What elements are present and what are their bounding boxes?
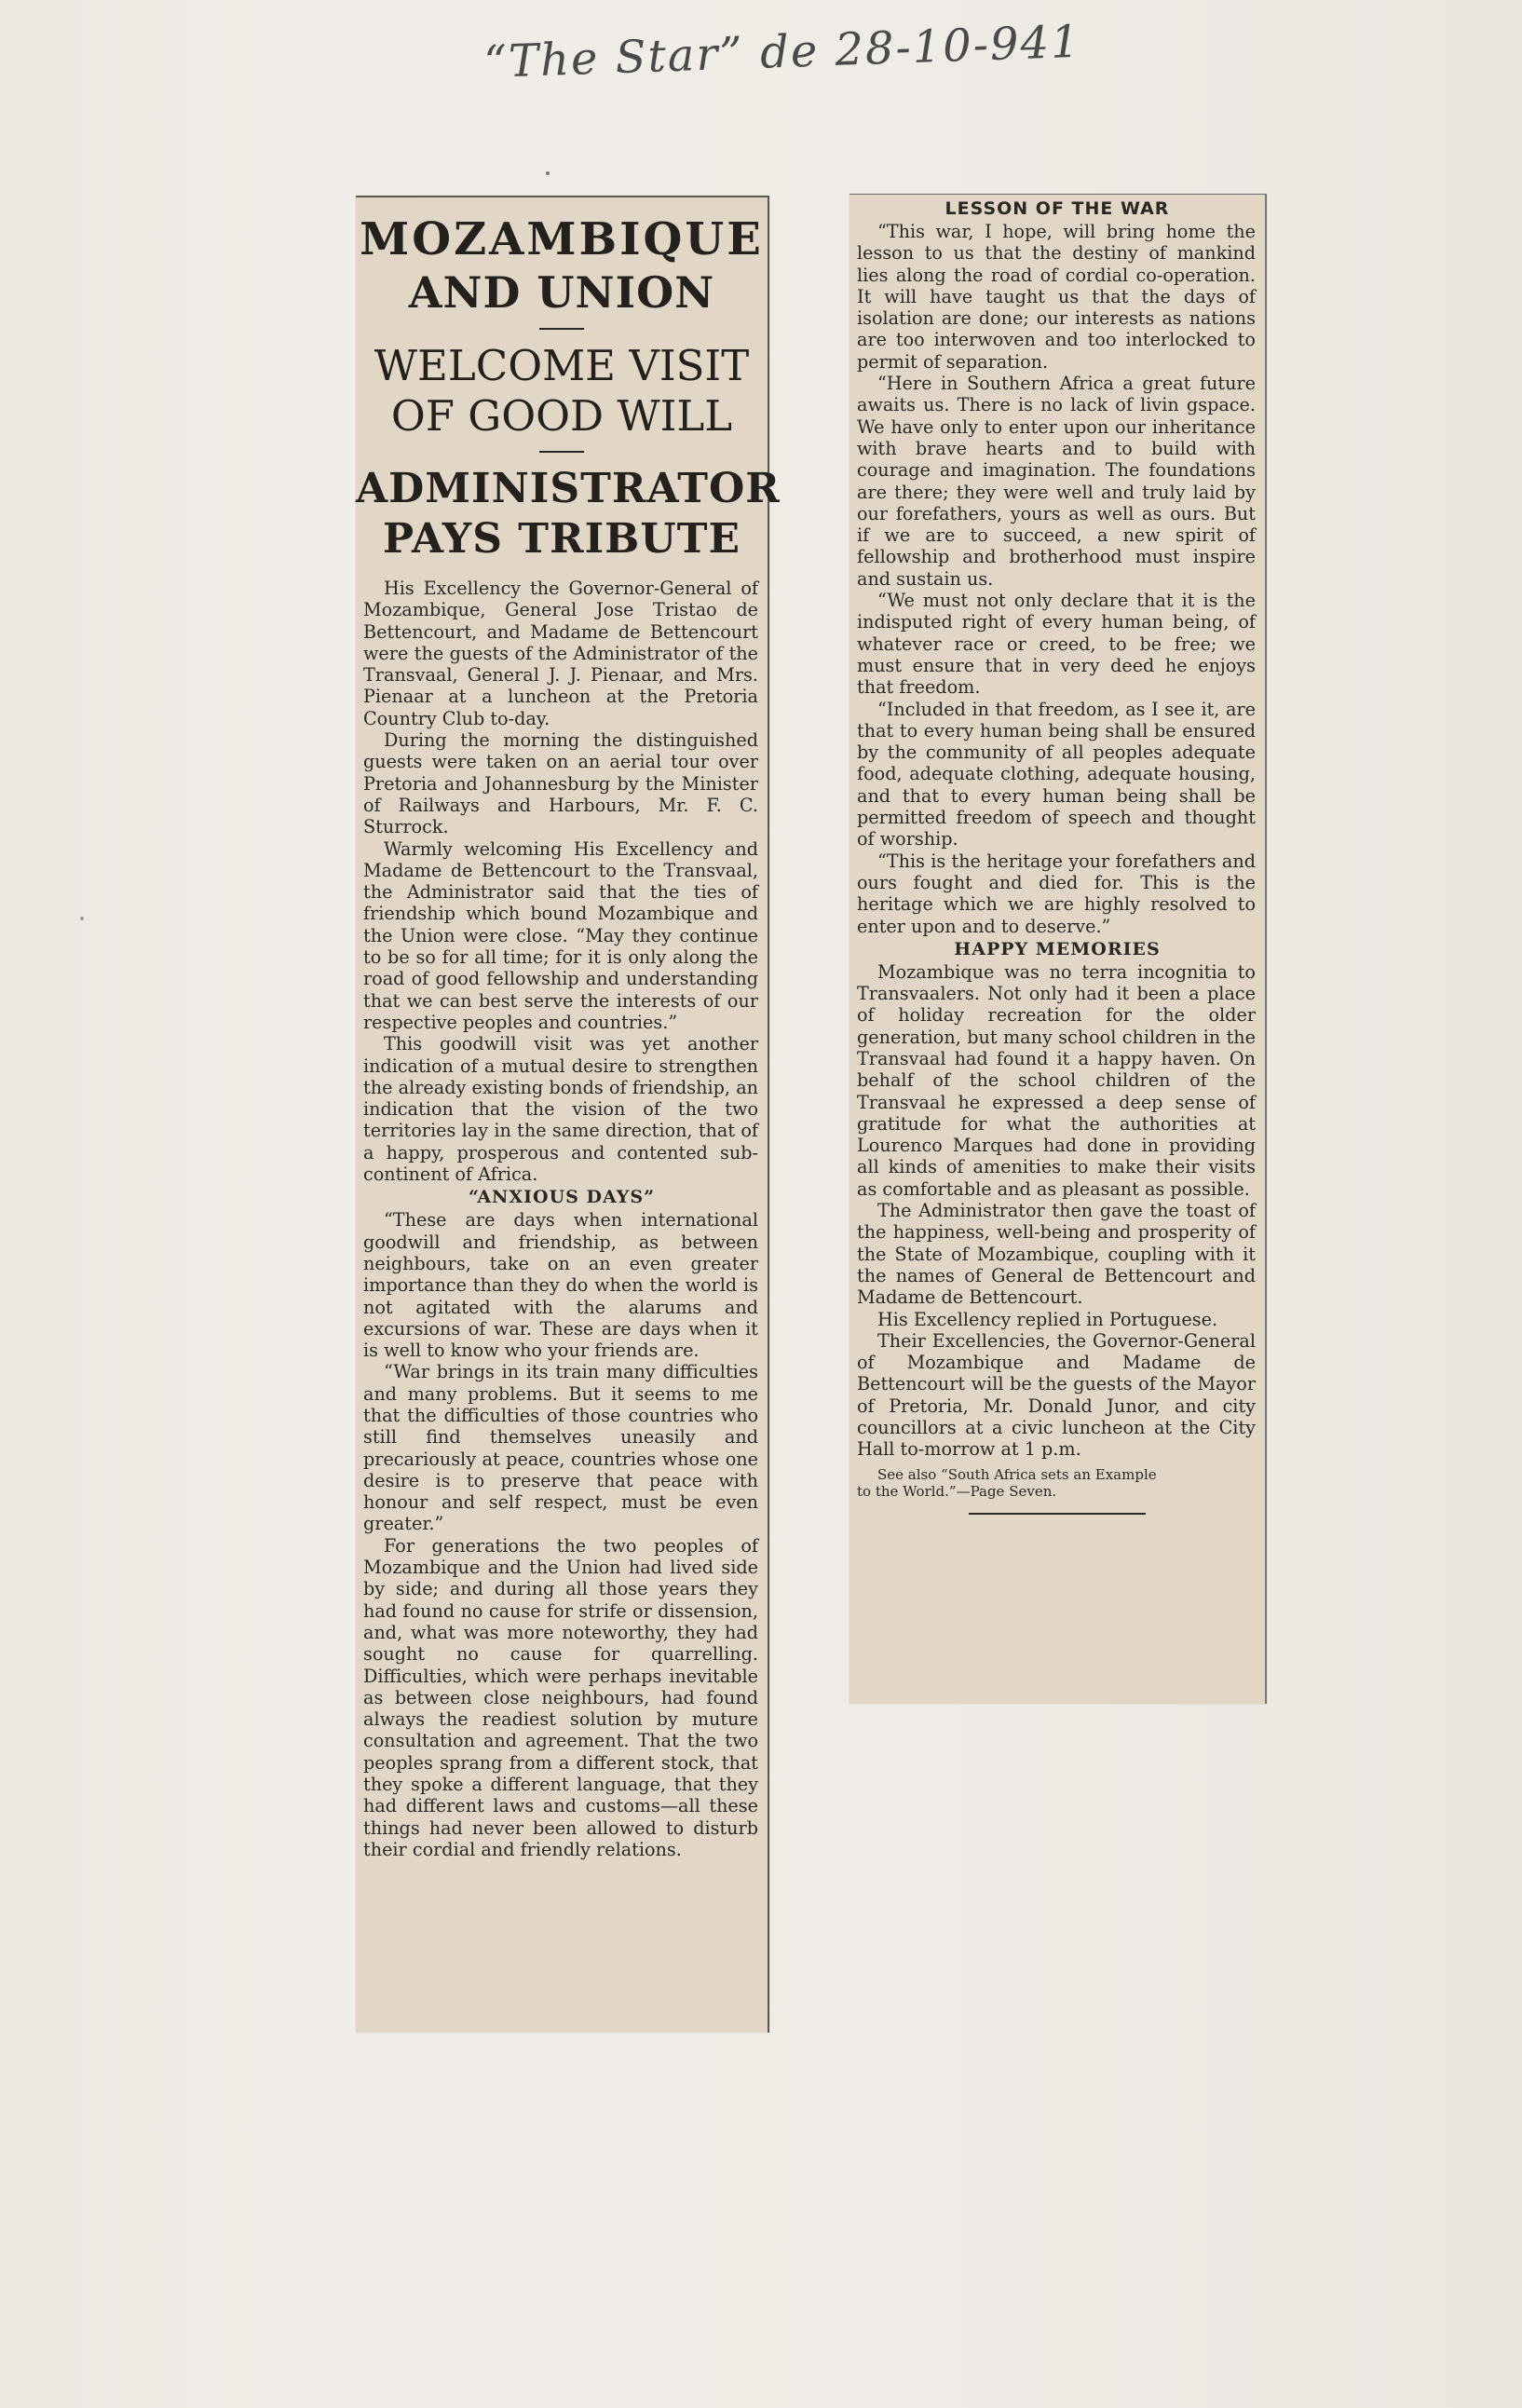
paragraph: For generations the two peoples of Mozambique and the Union had lived side by side; and during all those years they had found no cause for strife or dissension, and, what was more noteworthy, they had sought no cause for quarrelling. Difficulties, which were perhaps inevitable as between close neighbours, had found always the readiest solution by muture consultation and agreement. That the two peoples sprang from a different stock, that they spoke a different language, that they had different laws and customs—all these things had never been allowed to disturb their cordial and friendly relations. [363,1534,758,1860]
footnote-line: to the World.”—Page Seven. [857,1482,1057,1500]
headline-good-will: OF GOOD WILL [390,391,733,441]
paragraph: Mozambique was no terra incognitia to Transvaalers. Not only had it been a place of holiday recreation for the older generation, but many school children in the Transvaal had found it a happy haven. On behalf of the school children of the Transvaal he expressed a deep sense of gratitude for what the authorities at Lourenco Marques had done in providing all kinds of amenities to make their visits as comfortable and as pleasant as possible. [857,960,1256,1200]
footnote-line: See also “South Africa sets an Example [877,1465,1157,1483]
page-speck [80,917,84,920]
paragraph: The Administrator then gave the toast of the happiness, well-being and prosperity of the State of Mozambique, coupling with it the names of General de Bettencourt and Madame de Bettencourt. [857,1200,1256,1309]
headline-rule [539,451,584,453]
article-body-right-a [857,221,1256,937]
paragraph: Warmly welcoming His Excellency and Madame de Bettencourt to the Transvaal, the Administrator said that the ties of friendship which bound Mozambique and the Union were close. “May they continue to be so for all time; for it is only along the road of good fellowship and understanding that we can best serve the interests of our respective peoples and countries.” [363,837,758,1033]
subhead-anxious-days: “ANXIOUS DAYS” [469,1187,655,1208]
paragraph: “War brings in its train many difficulties and many problems. But it seems to me that the difficulties of those countries who still find themselves uneasily and precariously at peace, countries whose one desire is to preserve that peace with honour and self respect, must be even greater.” [363,1361,758,1535]
article-end-rule [969,1513,1146,1515]
subhead-happy-memories: HAPPY MEMORIES [954,938,1161,959]
article-body-right-b [857,961,1256,1461]
paragraph: During the morning the distinguished guests were taken on an aerial tour over Pretoria and Johannesburg by the Minister of Railways and Harbours, Mr. F. C. Sturrock. [363,729,758,838]
handwritten-annotation: “The Star” de 28-10-941 [482,15,1082,89]
paragraph: “Here in Southern Africa a great future awaits us. There is no lack of livin gspace. We have only to enter upon our inheritance with brave hearts and to build with courage and imagination. The foundations are there; they were well and truly laid by our forefathers, yours as well as ours. But if we are to succeed, a new spirit of fellowship and brotherhood must inspire and sustain us. [857,373,1256,590]
headline-and-union: AND UNION [408,267,715,318]
paragraph: “We must not only declare that it is the indisputed right of every human being, of whatever race or creed, to be free; we must ensure that in very deed he enjoys that freedom. [857,590,1256,699]
paragraph: “This war, I hope, will bring home the lesson to us that the destiny of mankind lies along the road of cordial co-operation. It will have taught us that the days of isolation are done; our interests as nations are too interwoven and too interlocked to permit of separation. [857,221,1256,373]
article-body-left-a [363,578,758,1185]
headline-mozambique: MOZAMBIQUE [360,213,764,265]
headline-rule [539,328,584,330]
headline-pays-tribute: PAYS TRIBUTE [382,515,741,563]
article-body-left-b [363,1209,758,1860]
paragraph: “These are days when international goodwill and friendship, as between neighbours, take on an even greater importance than they do when the world is not agitated with the alarums and excursions of war. These are days when it is well to know who your friends are. [363,1209,758,1362]
paragraph: “This is the heritage your forefathers and ours fought and died for. This is the heritage which we are highly resolved to enter upon and to deserve.” [857,850,1256,937]
paragraph: His Excellency the Governor-General of Mozambique, General Jose Tristao de Bettencourt, and Madame de Bettencourt were the guests of the Administrator of the Transvaal, General J. J. Pienaar, and Mrs. Pienaar at a luncheon at the Pretoria Country Club to-day. [363,578,758,729]
clipping-right-column [849,194,1267,1704]
paragraph: Their Excellencies, the Governor-General of Mozambique and Madame de Bettencourt will be the guests of the Mayor of Pretoria, Mr. Donald Junor, and city councillors at a civic luncheon at the City Hall to-morrow at 1 p.m. [857,1329,1256,1461]
clipping-left-column [356,196,781,2033]
headline-welcome-visit: WELCOME VISIT [374,341,750,390]
paragraph: This goodwill visit was yet another indication of a mutual desire to strengthen the already existing bonds of friendship, an indication that the vision of the two territories lay in the same direction, that of a happy, prosperous and contented sub-continent of Africa. [363,1033,758,1186]
page-speck [546,171,550,175]
paragraph: “Included in that freedom, as I see it, are that to every human being shall be ensured by the community of all peoples adequate food, adequate clothing, adequate housing, and that to every human being shall be permitted freedom of speech and thought of worship. [857,698,1256,850]
subhead-lesson-of-the-war: LESSON OF THE WAR [944,198,1170,219]
footnote-see-also [857,1466,1256,1500]
headline-administrator: ADMINISTRATOR [356,465,781,512]
paragraph: His Excellency replied in Portuguese. [877,1308,1218,1330]
